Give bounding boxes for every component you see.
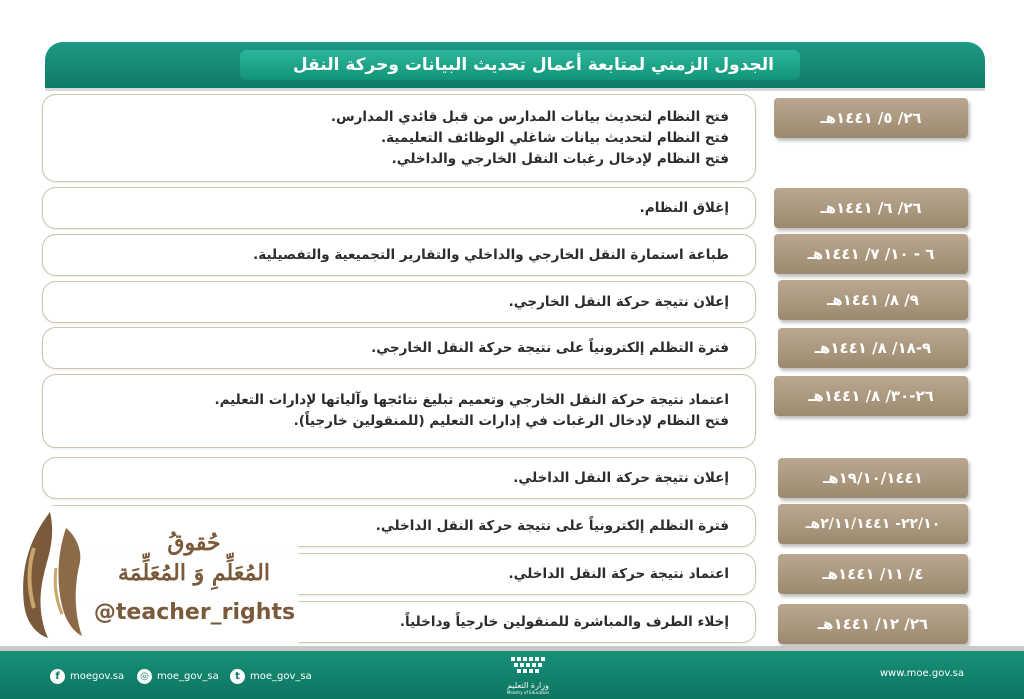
twitter-link[interactable] [230,668,312,684]
row-text-line: اعتماد نتيجة حركة النقل الخارجي وتعميم تبليغ نتائجها وآلياتها لإدارات التعليم. [214,392,729,408]
row-text-line: فترة التظلم إلكترونياً على نتيجة حركة النقل الداخلي. [375,517,729,534]
row-date: ٢٦/ ١٢/ ١٤٤١هـ [778,604,968,644]
row-text-box [42,374,756,448]
website-link[interactable]: www.moe.gov.sa [879,668,964,679]
twitter-icon: t [230,669,245,684]
row-text-line: إخلاء الطرف والمباشرة للمنقولين خارجياً وداخلياً. [399,613,729,630]
facebook-link[interactable] [50,668,124,684]
row-text-line: اعتماد نتيجة حركة النقل الداخلي. [508,565,729,582]
facebook-handle: moegov.sa [70,670,125,682]
instagram-handle: moe_gov_sa [157,670,219,682]
watermark-line: حُقوقُ [167,530,221,556]
row-date: ٢٢/١٠- ٢/١١/١٤٤١هـ [778,504,968,544]
row-date: ٢٦/ ٦/ ١٤٤١هـ [774,188,968,228]
page-title: الجدول الزمني لمتابعة أعمال تحديث البيانات وحركة النقل [292,55,774,75]
row-date: ٤/ ١١/ ١٤٤١هـ [778,554,968,594]
row-text-box [42,187,756,229]
row-text-box [42,94,756,182]
row-text-line: فتح النظام لإدخال رغبات النقل الخارجي والداخلي. [391,150,729,167]
row-text-line: فترة التظلم إلكترونياً على نتيجة حركة النقل الخارجي. [371,339,729,356]
row-text-box [42,281,756,323]
calligraphy-emblem-icon [10,508,88,642]
watermark-title [96,528,292,588]
row-text-line: إغلاق النظام. [639,199,729,216]
row-date: ٢٦/ ٥/ ١٤٤١هـ [774,98,968,138]
facebook-icon: f [50,669,65,684]
watermark-line: المُعَلِّمِ وَ المُعَلِّمَة [118,560,270,586]
row-date: ١٩/١٠/١٤٤١هـ [778,458,968,498]
row-text-box [42,234,756,276]
twitter-handle: moe_gov_sa [250,670,312,682]
row-text-box [42,327,756,369]
ministry-emblem-icon [505,655,551,677]
ministry-logo [505,655,551,695]
row-text-line: إعلان نتيجة حركة النقل الخارجي. [508,293,729,310]
ministry-name-en: Ministry of Education [506,690,550,695]
instagram-icon: ◎ [137,669,152,684]
watermark-handle: @teacher_rights [93,600,296,625]
row-text-box [42,457,756,499]
ministry-name: وزارة التعليم [507,681,549,690]
row-date: ٩/ ٨/ ١٤٤١هـ [778,280,968,320]
row-text-line: إعلان نتيجة حركة النقل الداخلي. [513,469,729,486]
instagram-link[interactable] [137,668,219,684]
row-date: ٢٦-٣٠/ ٨/ ١٤٤١هـ [774,376,968,416]
row-date: ٦ - ١٠/ ٧/ ١٤٤١هـ [774,234,968,274]
row-text-line: فتح النظام لإدخال الرغبات في إدارات التعليم (للمنقولين خارجياً). [293,413,729,429]
row-date: ٩-١٨/ ٨/ ١٤٤١هـ [778,328,968,368]
row-text-line: طباعة استمارة النقل الخارجي والداخلي والتقارير التجميعية والتفصيلية. [253,246,729,263]
row-text-line: فتح النظام لتحديث بيانات شاغلي الوظائف التعليمية. [381,129,729,146]
row-text-line: فتح النظام لتحديث بيانات المدارس من قبل قائدي المدارس. [330,108,729,125]
